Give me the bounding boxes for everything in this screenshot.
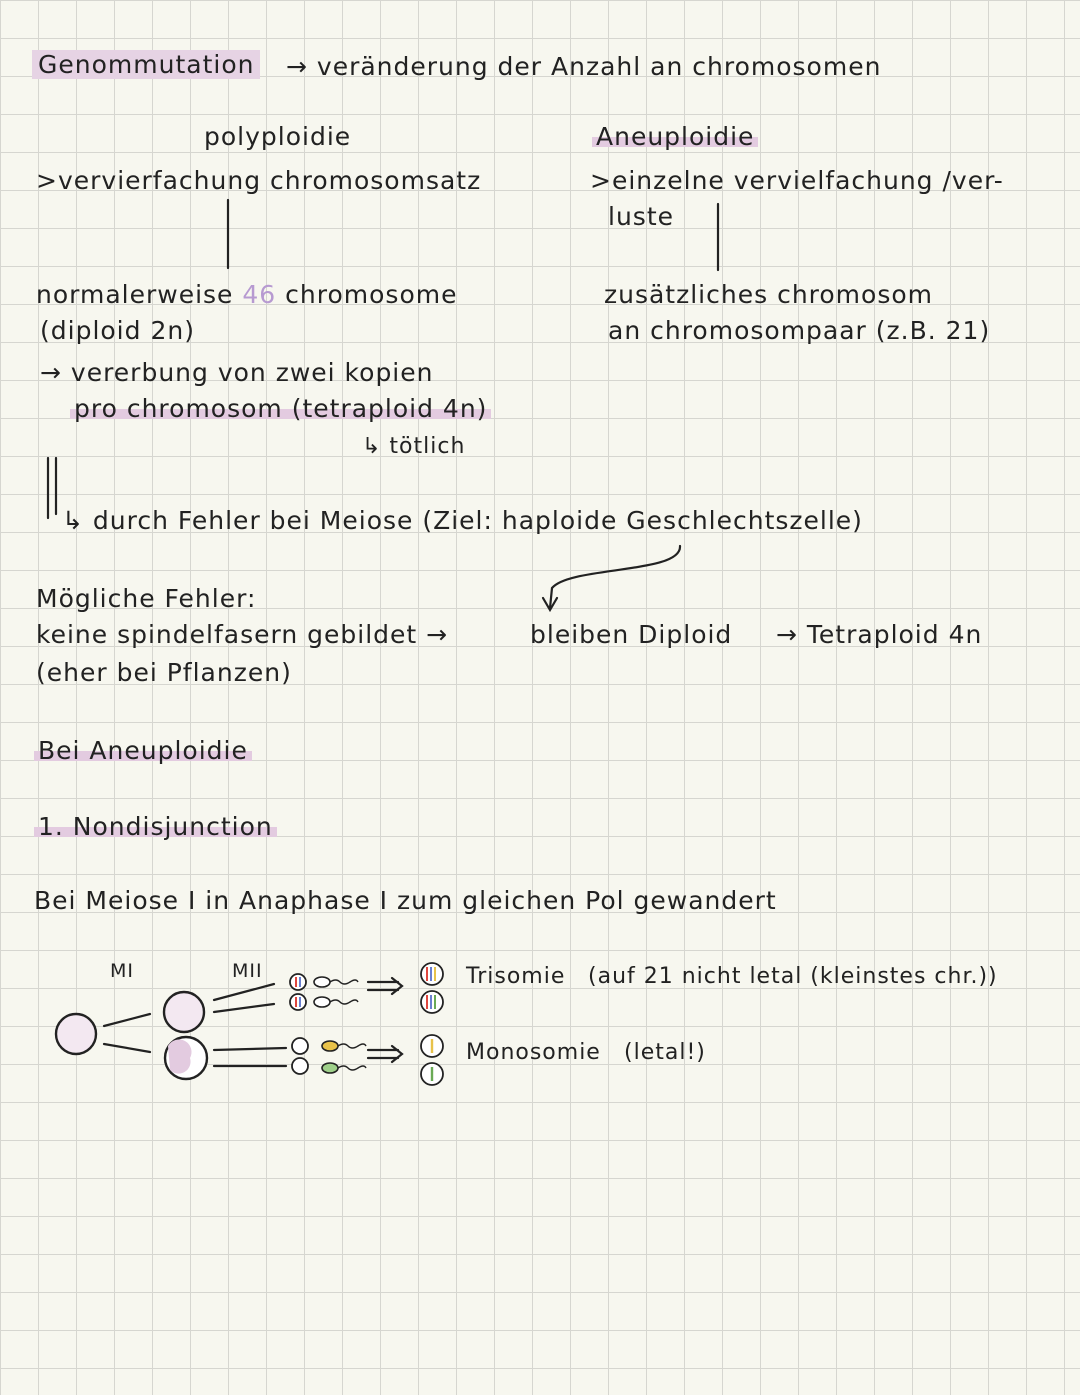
curved-arrow <box>550 546 680 608</box>
polyploidie-lethal: ↳ tötlich <box>362 434 466 459</box>
gamete-group-bottom <box>292 1038 366 1074</box>
monosomie-note: (letal!) <box>624 1040 706 1065</box>
double-arrow-trisomie <box>368 978 402 994</box>
daughter-cell-top <box>164 992 204 1032</box>
errors-line1-c: → Tetraploid 4n <box>776 620 983 649</box>
label-meiose-2: MII <box>232 960 263 982</box>
errors-line1-a: keine spindelfasern gebildet → <box>36 620 449 649</box>
aneuploidie-extra-2: an chromosompaar (z.B. 21) <box>608 316 991 345</box>
normal-chromosome: chromosome <box>285 280 458 309</box>
errors-title: Mögliche Fehler: <box>36 584 257 613</box>
aneuploidie-title: Aneuploidie <box>592 124 758 149</box>
arrow-m1-top <box>104 1014 150 1026</box>
polyploidie-inherit-1: → vererbung von zwei kopien <box>40 358 434 387</box>
arrow-m2-1 <box>214 984 274 1000</box>
heading-definition: → veränderung der Anzahl an chromosomen <box>286 52 882 81</box>
normal-number: 46 <box>242 280 277 309</box>
aneuploidie-desc-2: luste <box>608 202 674 231</box>
monosomie-zygotes <box>421 1035 443 1085</box>
double-arrow-monosomie <box>368 1046 402 1062</box>
trisomie-zygotes <box>421 963 443 1013</box>
polyploidie-inherit-2: pro chromosom (tetraploid 4n) <box>70 396 491 421</box>
heading-title: Genommutation <box>32 50 260 79</box>
polyploidie-desc: >vervierfachung chromosomsatz <box>36 166 482 195</box>
trisomie-label: Trisomie <box>466 964 566 989</box>
monosomie-label: Monosomie <box>466 1040 601 1065</box>
cause-line: ↳ durch Fehler bei Meiose (Ziel: haploide Geschlechtszelle) <box>62 506 863 535</box>
arrow-m2-3 <box>214 1048 286 1050</box>
polyploidie-diploid: (diploid 2n) <box>40 316 195 345</box>
arrow-m2-2 <box>214 1004 274 1012</box>
label-meiose-1: MI <box>110 960 134 982</box>
nondisjunction-desc: Bei Meiose I in Anaphase I zum gleichen Pol gewandert <box>34 886 777 915</box>
arrow-m1-bottom <box>104 1044 150 1052</box>
aneuploidie-extra-1: zusätzliches chromosom <box>604 280 934 309</box>
daughter-cell-shade <box>168 1039 192 1073</box>
errors-line2: (eher bei Pflanzen) <box>36 658 292 687</box>
trisomie-note: (auf 21 nicht letal (kleinstes chr.)) <box>588 964 998 989</box>
errors-line1-b: bleiben Diploid <box>530 620 733 649</box>
aneu-section-title: Bei Aneuploidie <box>34 738 252 763</box>
polyploidie-title: polyploidie <box>204 122 352 151</box>
nondisjunction-title: 1. Nondisjunction <box>34 814 277 839</box>
gamete-group-top <box>290 974 358 1010</box>
aneuploidie-desc-1: >einzelne vervielfachung /ver- <box>590 166 1004 195</box>
normal-word: normalerweise <box>36 280 234 309</box>
parent-cell <box>56 1014 96 1054</box>
